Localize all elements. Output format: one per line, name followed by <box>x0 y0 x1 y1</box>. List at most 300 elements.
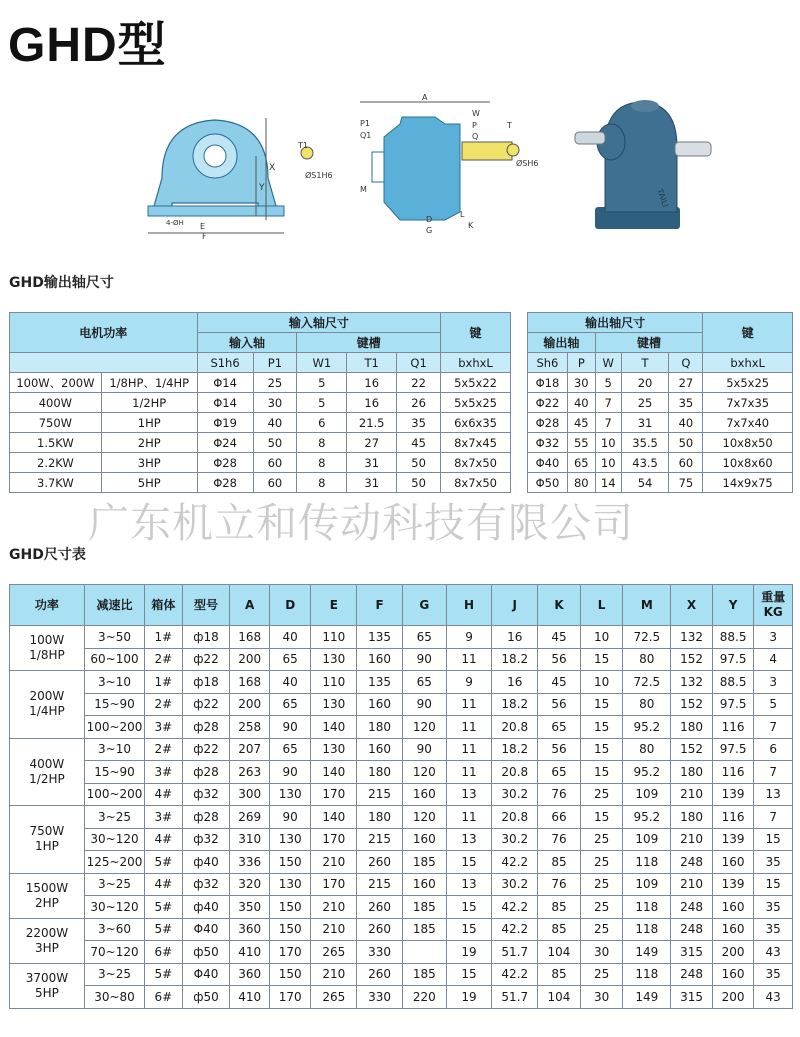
table-cell: 7 <box>754 716 793 739</box>
table-cell: 50 <box>397 453 441 473</box>
table-cell: ф32 <box>182 828 230 851</box>
table-cell: 15 <box>580 716 623 739</box>
table-cell: 40 <box>669 413 703 433</box>
table-cell: 1HP <box>101 413 197 433</box>
table-cell: 30 <box>253 393 297 413</box>
table-cell: 5HP <box>101 473 197 493</box>
table-cell: 10 <box>595 453 621 473</box>
table-cell: 95.2 <box>623 806 671 829</box>
table-cell: 100W、200W <box>10 373 102 393</box>
table-cell: 15 <box>446 918 492 941</box>
table-cell: 1.5KW <box>10 433 102 453</box>
table-cell: Φ18 <box>528 373 568 393</box>
table-cell: 139 <box>712 873 754 896</box>
table-cell: 20.8 <box>492 716 538 739</box>
table-cell: 185 <box>402 918 446 941</box>
table-row <box>10 453 511 473</box>
table-cell: 135 <box>357 626 403 649</box>
table-cell: 260 <box>357 918 403 941</box>
label-a: A <box>422 93 428 102</box>
table-cell: 15 <box>580 693 623 716</box>
table-cell: 15 <box>580 648 623 671</box>
table-cell: 135 <box>357 671 403 694</box>
table-cell: 50 <box>397 473 441 493</box>
table-cell: 5x5x25 <box>703 373 793 393</box>
table-cell: 19 <box>446 941 492 964</box>
table-cell: 9 <box>446 626 492 649</box>
table-cell: 3HP <box>101 453 197 473</box>
table-row <box>528 433 793 453</box>
table-cell: 42.2 <box>492 851 538 874</box>
table-cell: 15 <box>580 738 623 761</box>
table-row <box>528 413 793 433</box>
table-cell: 16 <box>347 393 397 413</box>
table-cell: Φ22 <box>528 393 568 413</box>
table-cell: 10 <box>595 433 621 453</box>
table-cell: 7 <box>754 761 793 784</box>
table-cell: 56 <box>538 693 581 716</box>
table-cell: 60~100 <box>84 648 144 671</box>
table-cell: ф50 <box>182 986 230 1009</box>
table-cell: 7 <box>595 413 621 433</box>
table-cell: 25 <box>621 393 669 413</box>
table-cell: 40 <box>269 626 311 649</box>
power-cell: 200W 1/4HP <box>10 671 85 739</box>
table-cell: 30 <box>580 941 623 964</box>
label-p1: P1 <box>360 119 370 128</box>
table-cell: 152 <box>671 648 713 671</box>
table-cell: ф22 <box>182 693 230 716</box>
power-cell: 3700W 5HP <box>10 963 85 1008</box>
table-cell: 55 <box>567 433 595 453</box>
table-cell: 31 <box>347 473 397 493</box>
table-cell: 3~10 <box>84 738 144 761</box>
table-cell: 248 <box>671 963 713 986</box>
column-header: D <box>269 585 311 626</box>
table-cell: 100~200 <box>84 783 144 806</box>
table-cell: Φ32 <box>528 433 568 453</box>
label-e: E <box>200 222 206 231</box>
column-header: M <box>623 585 671 626</box>
table-cell: 85 <box>538 963 581 986</box>
column-header: K <box>538 585 581 626</box>
table-cell: 139 <box>712 783 754 806</box>
table-cell: 65 <box>538 761 581 784</box>
table-cell: 200 <box>712 986 754 1009</box>
column-header: G <box>402 585 446 626</box>
table-cell: 3# <box>145 761 182 784</box>
table-cell: 300 <box>230 783 270 806</box>
table-cell: Φ19 <box>197 413 253 433</box>
table-cell: 90 <box>269 716 311 739</box>
table-cell: 25 <box>253 373 297 393</box>
table-cell: 65 <box>402 626 446 649</box>
sub-header: Q <box>669 353 703 373</box>
table-cell: Φ40 <box>182 918 230 941</box>
table-cell: 60 <box>669 453 703 473</box>
table-cell: 168 <box>230 671 270 694</box>
label-k: K <box>468 221 474 230</box>
table-cell: 4# <box>145 873 182 896</box>
table-cell: 70~120 <box>84 941 144 964</box>
table-cell: 43 <box>754 941 793 964</box>
table-cell: 80 <box>623 738 671 761</box>
table-cell: 8x7x45 <box>441 433 511 453</box>
table-cell: 200 <box>712 941 754 964</box>
input-keyway-header: 键槽 <box>297 333 441 353</box>
table-cell: 310 <box>230 828 270 851</box>
table-cell: 76 <box>538 828 581 851</box>
column-header: J <box>492 585 538 626</box>
input-shaft-header: 输入轴 <box>197 333 297 353</box>
table-cell: 85 <box>538 896 581 919</box>
table-cell: 20.8 <box>492 806 538 829</box>
label-x: X <box>269 163 276 173</box>
table-cell: 180 <box>357 806 403 829</box>
table-cell: 265 <box>311 986 357 1009</box>
sub-header: T1 <box>347 353 397 373</box>
table-cell: ф22 <box>182 648 230 671</box>
table-cell: 26 <box>397 393 441 413</box>
table-cell: 97.5 <box>712 738 754 761</box>
table-cell: 3~60 <box>84 918 144 941</box>
table-cell: 13 <box>446 783 492 806</box>
table-cell: 210 <box>671 828 713 851</box>
table-cell: 160 <box>357 693 403 716</box>
table-cell: 60 <box>253 453 297 473</box>
table-cell: 97.5 <box>712 693 754 716</box>
table-cell: 25 <box>580 873 623 896</box>
table-cell: 350 <box>230 896 270 919</box>
table-cell: 210 <box>311 896 357 919</box>
table-cell: 125~200 <box>84 851 144 874</box>
column-header: A <box>230 585 270 626</box>
table-cell: 45 <box>567 413 595 433</box>
table-cell: 120 <box>402 806 446 829</box>
table-cell: 5 <box>297 373 347 393</box>
table-row <box>10 626 793 649</box>
table-cell: 65 <box>567 453 595 473</box>
table-cell: 5 <box>595 373 621 393</box>
table-cell: 130 <box>311 693 357 716</box>
table-row <box>10 716 793 739</box>
table-cell: 95.2 <box>623 716 671 739</box>
table-cell: 100~200 <box>84 716 144 739</box>
watermark: 广东机立和传动科技有限公司 <box>88 499 634 547</box>
table-cell: 76 <box>538 873 581 896</box>
label-t: T <box>507 121 512 130</box>
column-header: X <box>671 585 713 626</box>
table-row <box>10 393 511 413</box>
table-cell: 27 <box>669 373 703 393</box>
table-cell: 88.5 <box>712 671 754 694</box>
table-cell: 7x7x35 <box>703 393 793 413</box>
table-cell: 85 <box>538 851 581 874</box>
table-cell: 51.7 <box>492 986 538 1009</box>
power-cell: 400W 1/2HP <box>10 738 85 806</box>
table-cell: 210 <box>311 851 357 874</box>
table-cell: 31 <box>347 453 397 473</box>
table-cell: 360 <box>230 963 270 986</box>
table-cell: ф28 <box>182 761 230 784</box>
table-row <box>528 373 793 393</box>
table-row <box>10 671 793 694</box>
table-cell: 3~25 <box>84 873 144 896</box>
table-cell: 210 <box>311 918 357 941</box>
table-cell: 20.8 <box>492 761 538 784</box>
motor-power-header: 电机功率 <box>10 313 198 353</box>
table-cell: 185 <box>402 963 446 986</box>
table-cell: 27 <box>347 433 397 453</box>
front-view-drawing <box>140 108 360 243</box>
output-shaft-table <box>527 312 793 493</box>
column-header: E <box>311 585 357 626</box>
table-cell: 5# <box>145 918 182 941</box>
table-cell: 6# <box>145 986 182 1009</box>
table-cell: 90 <box>269 806 311 829</box>
table-cell: 5x5x25 <box>441 393 511 413</box>
table-cell: 65 <box>269 693 311 716</box>
table-cell: 130 <box>269 783 311 806</box>
table-cell: 116 <box>712 716 754 739</box>
column-header: 型号 <box>182 585 230 626</box>
table-cell: 109 <box>623 783 671 806</box>
column-header: H <box>446 585 492 626</box>
table-cell: Φ40 <box>528 453 568 473</box>
table-cell: 1# <box>145 671 182 694</box>
table-cell: 168 <box>230 626 270 649</box>
table-cell: 21.5 <box>347 413 397 433</box>
table-cell: 170 <box>311 828 357 851</box>
table-cell: 40 <box>269 671 311 694</box>
table-row <box>10 851 793 874</box>
table-cell: 5# <box>145 963 182 986</box>
table-cell: 2# <box>145 738 182 761</box>
table-cell: ф18 <box>182 671 230 694</box>
table-cell: 43 <box>754 986 793 1009</box>
table-cell: 54 <box>621 473 669 493</box>
table-cell: 75 <box>669 473 703 493</box>
table-cell: 9 <box>446 671 492 694</box>
label-l: L <box>460 210 465 219</box>
table-cell: 170 <box>311 783 357 806</box>
table-cell: 25 <box>580 828 623 851</box>
table-cell: 6 <box>754 738 793 761</box>
table-cell: 30 <box>580 986 623 1009</box>
table-row <box>10 873 793 896</box>
table-cell: 152 <box>671 738 713 761</box>
table-row <box>10 896 793 919</box>
table-cell: 15 <box>754 873 793 896</box>
table-cell: 16 <box>347 373 397 393</box>
table-cell: 170 <box>311 873 357 896</box>
table-cell: 210 <box>671 873 713 896</box>
table-cell: 248 <box>671 851 713 874</box>
table-row <box>10 413 511 433</box>
table-cell: 5 <box>297 393 347 413</box>
table-cell: 42.2 <box>492 896 538 919</box>
table-cell: 210 <box>671 783 713 806</box>
label-g: G <box>426 226 433 235</box>
table-cell: 160 <box>402 873 446 896</box>
table-cell: 11 <box>446 693 492 716</box>
table-cell: 16 <box>492 671 538 694</box>
sub-header: Sh6 <box>528 353 568 373</box>
table-cell: 200 <box>230 693 270 716</box>
table-cell: Φ14 <box>197 393 253 413</box>
table-cell: 118 <box>623 918 671 941</box>
table-cell: Φ28 <box>197 453 253 473</box>
table-cell: 110 <box>311 671 357 694</box>
table-cell: 97.5 <box>712 648 754 671</box>
table-cell: 215 <box>357 828 403 851</box>
table-cell: 130 <box>311 648 357 671</box>
label-sh6: ØSH6 <box>516 159 539 168</box>
table-cell: 118 <box>623 896 671 919</box>
label-q1: Q1 <box>360 131 372 140</box>
table-cell: 2# <box>145 693 182 716</box>
table-row <box>10 806 793 829</box>
table-cell: ф50 <box>182 941 230 964</box>
table-cell: 66 <box>538 806 581 829</box>
table-cell: 150 <box>269 963 311 986</box>
sub-header: W1 <box>297 353 347 373</box>
table-cell: 30.2 <box>492 783 538 806</box>
table-cell: 140 <box>311 806 357 829</box>
table-cell: 3~10 <box>84 671 144 694</box>
table-cell: 25 <box>580 783 623 806</box>
table-cell: 8 <box>297 473 347 493</box>
table-cell: 60 <box>253 473 297 493</box>
table-cell: 180 <box>357 761 403 784</box>
table-cell: 90 <box>269 761 311 784</box>
table-cell: 13 <box>446 828 492 851</box>
table-cell: 10 <box>580 671 623 694</box>
table-cell: 30 <box>567 373 595 393</box>
table-cell: 5# <box>145 851 182 874</box>
table-cell: 19 <box>446 986 492 1009</box>
table-cell: 65 <box>538 716 581 739</box>
table-cell: 3~50 <box>84 626 144 649</box>
table-row <box>10 761 793 784</box>
input-shaft-table <box>9 312 511 493</box>
table-cell: 8 <box>297 453 347 473</box>
column-header: 减速比 <box>84 585 144 626</box>
table-cell: Φ24 <box>197 433 253 453</box>
table-cell: ф32 <box>182 873 230 896</box>
table-cell: 90 <box>402 738 446 761</box>
table-cell: 25 <box>580 896 623 919</box>
table-cell: 265 <box>311 941 357 964</box>
table-cell: 35 <box>754 896 793 919</box>
table-cell: 30.2 <box>492 828 538 851</box>
column-header: 功率 <box>10 585 85 626</box>
table-cell: 10 <box>580 626 623 649</box>
table-cell: 185 <box>402 851 446 874</box>
dimension-section-title: GHD尺寸表 <box>9 547 86 563</box>
table-cell: 8 <box>297 433 347 453</box>
table-cell: 160 <box>402 828 446 851</box>
table-cell: 258 <box>230 716 270 739</box>
table-cell: 72.5 <box>623 671 671 694</box>
table-cell: 25 <box>580 918 623 941</box>
table-cell: 56 <box>538 648 581 671</box>
table-cell: 269 <box>230 806 270 829</box>
table-cell: ф28 <box>182 716 230 739</box>
table-cell: 160 <box>357 648 403 671</box>
table-cell: 109 <box>623 873 671 896</box>
table-cell: 85 <box>538 918 581 941</box>
table-cell: 2.2KW <box>10 453 102 473</box>
table-cell: 40 <box>567 393 595 413</box>
table-cell: 56 <box>538 738 581 761</box>
table-cell: 30~80 <box>84 986 144 1009</box>
output-keyway-header: 键槽 <box>595 333 703 353</box>
table-cell: 10x8x60 <box>703 453 793 473</box>
table-cell: 130 <box>311 738 357 761</box>
table-cell: 30~120 <box>84 896 144 919</box>
table-cell: 180 <box>357 716 403 739</box>
table-cell: 210 <box>311 963 357 986</box>
label-f: F <box>202 232 207 241</box>
table-cell: 15 <box>754 828 793 851</box>
table-cell: 263 <box>230 761 270 784</box>
label-m: M <box>360 185 367 194</box>
table-row <box>528 453 793 473</box>
table-cell: 35 <box>754 918 793 941</box>
table-row <box>10 648 793 671</box>
table-cell: 160 <box>712 963 754 986</box>
table-cell: 65 <box>402 671 446 694</box>
blank-sub-header <box>10 353 198 373</box>
table-cell: 132 <box>671 671 713 694</box>
table-cell: 25 <box>580 851 623 874</box>
table-cell: 35.5 <box>621 433 669 453</box>
column-header: 箱体 <box>145 585 182 626</box>
table-cell: 120 <box>402 761 446 784</box>
output-shaft-group-header: 输出轴尺寸 <box>528 313 703 333</box>
table-cell: 80 <box>567 473 595 493</box>
table-cell: 18.2 <box>492 648 538 671</box>
table-cell: 110 <box>311 626 357 649</box>
table-cell: ф40 <box>182 896 230 919</box>
table-cell: 170 <box>269 986 311 1009</box>
table-row <box>10 986 793 1009</box>
label-y: Y <box>259 183 265 193</box>
table-cell: 104 <box>538 941 581 964</box>
table-cell: 4 <box>754 648 793 671</box>
table-cell: 130 <box>269 873 311 896</box>
table-row <box>10 373 511 393</box>
table-cell: ф22 <box>182 738 230 761</box>
table-cell: 3 <box>754 671 793 694</box>
sub-header: W <box>595 353 621 373</box>
table-cell: 140 <box>311 761 357 784</box>
table-cell: 315 <box>671 986 713 1009</box>
table-cell: 2HP <box>101 433 197 453</box>
table-cell: 116 <box>712 761 754 784</box>
table-cell: 4# <box>145 828 182 851</box>
table-cell: 43.5 <box>621 453 669 473</box>
table-cell: 116 <box>712 806 754 829</box>
table-row <box>10 941 793 964</box>
table-cell: 88.5 <box>712 626 754 649</box>
table-cell: 132 <box>671 626 713 649</box>
table-cell: 76 <box>538 783 581 806</box>
table-cell: 65 <box>269 648 311 671</box>
table-cell: 160 <box>712 851 754 874</box>
table-cell: 40 <box>253 413 297 433</box>
